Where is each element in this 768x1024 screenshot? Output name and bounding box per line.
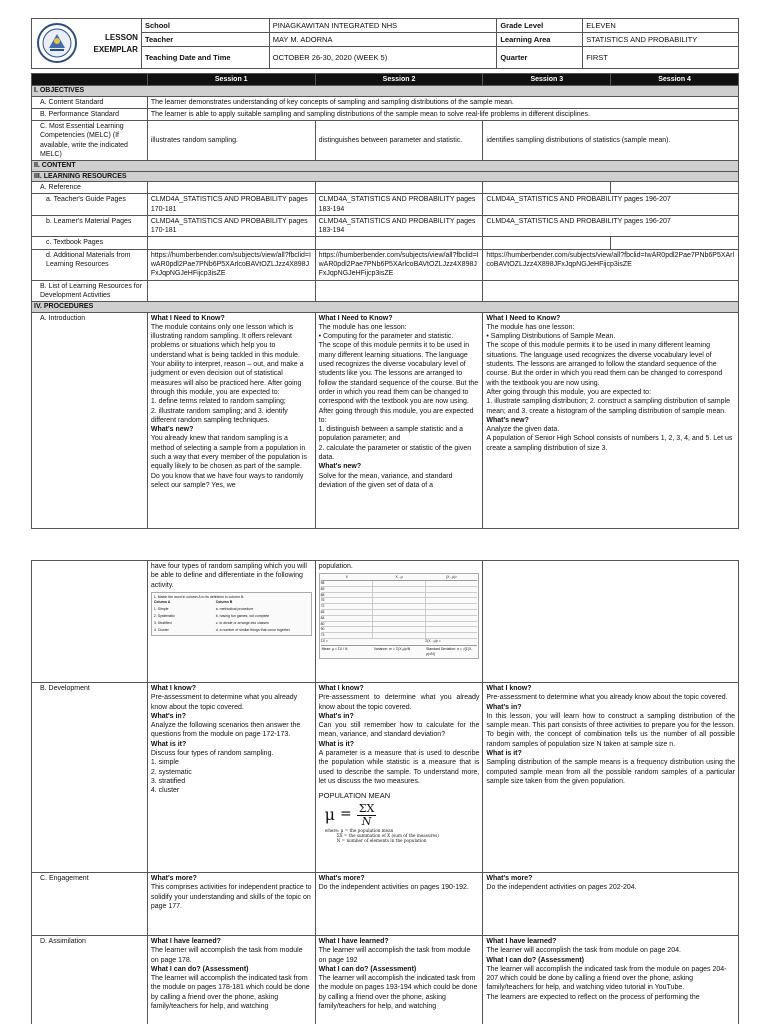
block-heading: What's more? — [486, 875, 533, 882]
population-table-cell — [426, 627, 478, 632]
introduction-label: A. Introduction — [32, 312, 148, 528]
continuation-text-1: have four types of random sampling which you will be able to define and differentiate in the following activity. — [150, 563, 307, 589]
block-heading: What I Need to Know? — [318, 314, 393, 322]
melc-session-3: identifies sampling distributions of statistics (sample mean). — [483, 121, 739, 161]
title-line-2: EXEMPLAR — [93, 44, 138, 54]
block-paragraph: 2. calculate the parameter or statistic of the given data. — [318, 444, 472, 461]
teacher-value: MAY M. ADORNA — [269, 33, 497, 47]
population-table-cell — [373, 593, 426, 598]
population-table-cell — [373, 604, 426, 609]
lesson-plan-table — [31, 73, 739, 529]
matching-term: 3. Stratified — [153, 620, 172, 625]
block-paragraph: Can you still remember how to calculate for the mean, variance, and standard deviation? — [318, 722, 480, 739]
population-table-heading: X - μ — [373, 575, 425, 581]
population-mean-formula — [319, 791, 480, 844]
block-heading: What's new? — [318, 463, 362, 471]
reference-label: A. Reference — [32, 181, 148, 193]
formula-title: POPULATION MEAN — [318, 791, 391, 801]
block-paragraph: This comprises activities for independent practice to solidify your understanding and skills of the topic on page 177. — [150, 884, 312, 910]
population-table-footer — [321, 645, 478, 658]
population-table-formula: Mean: μ = ΣX / N — [321, 646, 348, 651]
block-paragraph: Pre-assessment to determine what you already know about the topic covered. — [486, 694, 728, 702]
development-label: B. Development — [32, 683, 148, 873]
population-table-thumbnail — [319, 573, 480, 659]
continuation-label-blank — [32, 561, 148, 683]
block-heading: What I know? — [486, 685, 532, 692]
session-2-header: Session 2 — [315, 74, 483, 86]
matching-definition: c. to divide or arrange into classes — [215, 620, 269, 625]
list-of-resources-label: B. List of Learning Resources for Development Activities — [32, 280, 148, 302]
formula-fraction — [357, 803, 377, 828]
population-table-cell — [373, 627, 426, 632]
learning-resources-section: III. LEARNING RESOURCES — [32, 171, 739, 181]
formula-denominator: N — [361, 814, 372, 828]
content-section: II. CONTENT — [32, 161, 739, 171]
session-3-header: Session 3 — [483, 74, 611, 86]
deped-seal-logo — [32, 19, 82, 69]
formula-equals: = — [340, 806, 352, 823]
block-heading: What's new? — [150, 426, 194, 434]
block-paragraph: Pre-assessment to determine what you already know about the topic covered. — [150, 694, 298, 711]
formula-expression — [325, 803, 480, 828]
session-4-header: Session 4 — [611, 74, 739, 86]
matching-activity-thumbnail — [151, 592, 312, 636]
matching-row — [154, 628, 309, 633]
block-paragraph: After going through this module, you are expected to: — [486, 388, 652, 396]
introduction-session-3 — [483, 312, 739, 528]
population-table-cell — [373, 616, 426, 621]
block-paragraph: The learner will accomplish the indicated task from the module on pages 178-181 which could be done by calling a friend over the phone, asking family/teachers for help, and watching — [150, 975, 310, 1011]
session-1-header: Session 1 — [147, 74, 315, 86]
additional-materials-label: d. Additional Materials from Learning Resources — [32, 249, 148, 280]
population-table-formula: Variance: σ² = Σ(X-μ)²/N — [373, 646, 411, 651]
learners-material-session-1: CLMD4A_STATISTICS AND PROBABILITY pages 170-181 — [147, 215, 315, 237]
header-table — [31, 18, 739, 69]
block-paragraph: The scope of this module permits it to be used in many different learning situations. The language used recognizes the diverse vocabulary level of students. The lessons are arranged to follow the standard sequence of the course. But the order in which you read them can be changed to correspond with the textbook you are now using. — [486, 342, 723, 387]
population-table-cell — [373, 622, 426, 627]
additional-materials-link-2[interactable]: https://humberbender.com/subjects/view/all?fbclid=IwAR0pdl2Pae7PNb6P5XArlcoBAVtOZLJzz4X898JFxJqpNGJeHFijcp3isZE — [315, 249, 483, 280]
continuation-session-1 — [147, 561, 315, 683]
block-paragraph: 1. distinguish between a sample statistic and a population parameter; and — [318, 426, 463, 443]
lesson-exemplar-title — [81, 19, 141, 69]
population-table-value: 98 — [321, 581, 374, 586]
textbook-pages-label: c. Textbook Pages — [32, 237, 148, 249]
procedures-section: IV. PROCEDURES — [32, 302, 739, 312]
block-paragraph: The learner will accomplish the task from module on page 178. — [150, 947, 303, 964]
content-standard-label: A. Content Standard — [32, 96, 148, 108]
block-paragraph: A population of Senior High School consists of numbers 1, 2, 3, 4, and 5. Let us create a sampling distribution of size 3. — [486, 435, 733, 452]
population-table-value: 90 — [321, 627, 374, 632]
formula-mu: μ — [324, 805, 336, 825]
block-paragraph: 4. cluster — [150, 787, 180, 795]
formula-where-1: where: μ = the population mean — [324, 827, 394, 833]
block-paragraph: Discuss four types of random sampling. — [150, 750, 274, 758]
objectives-section: I. OBJECTIVES — [32, 86, 739, 96]
block-heading: What I Need to Know? — [486, 314, 561, 322]
population-table-value: 72 — [321, 604, 374, 609]
quarter-label: Quarter — [497, 47, 583, 69]
block-heading: What is it? — [318, 740, 354, 748]
block-heading: What's more? — [150, 875, 197, 882]
matching-term: 4. Cluster — [153, 627, 169, 632]
block-heading: What is it? — [486, 750, 522, 758]
engagement-label: C. Engagement — [32, 873, 148, 936]
block-heading: What I know? — [318, 685, 364, 692]
block-paragraph: Do the independent activities on pages 202-204. — [486, 884, 637, 892]
block-paragraph: • Sampling Distributions of Sample Mean. — [486, 333, 616, 341]
learners-material-label: b. Learner's Material Pages — [32, 215, 148, 237]
population-table-cell — [426, 598, 478, 603]
matching-rows — [154, 607, 309, 633]
block-heading: What I can do? (Assessment) — [150, 965, 249, 973]
block-heading: What I Need to Know? — [150, 314, 225, 322]
teachers-guide-session-3: CLMD4A_STATISTICS AND PROBABILITY pages 196-207 — [483, 194, 739, 216]
population-table-cell — [426, 633, 478, 638]
population-table-cell — [426, 587, 478, 592]
block-paragraph: The module has one lesson: — [318, 323, 407, 331]
matching-definition: a. methodical procedure — [215, 606, 254, 611]
matching-row — [154, 607, 309, 612]
teachers-guide-label: a. Teacher's Guide Pages — [32, 194, 148, 216]
population-table-cell — [426, 581, 478, 586]
population-table-sum: ΣX = — [320, 639, 328, 644]
engagement-session-1 — [147, 873, 315, 936]
population-table-value: 80 — [321, 622, 374, 627]
title-line-1: LESSON — [105, 32, 138, 42]
population-table-cell — [426, 616, 478, 621]
population-table-formula: Standard Deviation: σ = √(Σ(X-μ)²/N) — [426, 646, 473, 656]
block-paragraph: The learner will accomplish the task from module on page 204. — [486, 947, 681, 955]
population-table-cell — [426, 604, 478, 609]
additional-materials-link-1[interactable]: https://humberbender.com/subjects/view/all?fbclid=IwAR0pdl2Pae7PNb6P5XArlcoBAVtOZLJzz4X898JFxJqpNGJeHFijcp3isZE — [147, 249, 315, 280]
school-label: School — [141, 19, 269, 33]
learners-material-session-3: CLMD4A_STATISTICS AND PROBABILITY pages 196-207 — [483, 215, 739, 237]
population-table-value: 88 — [321, 593, 374, 598]
school-value: PINAGKAWITAN INTEGRATED NHS — [269, 19, 497, 33]
performance-standard-text: The learner is able to apply suitable sampling and sampling distributions of the sample mean to solve real-life problems in different disciplines. — [147, 108, 738, 120]
block-heading: What I have learned? — [150, 938, 221, 945]
population-table-cell — [373, 633, 426, 638]
population-table-value: 65 — [321, 610, 374, 615]
assimilation-session-1 — [147, 936, 315, 1024]
population-table-cell — [373, 581, 426, 586]
population-table-cell — [373, 587, 426, 592]
block-paragraph: 2. systematic — [150, 768, 192, 776]
population-table-sum-sq: Σ(X - μ)² = — [425, 639, 441, 644]
block-paragraph: 1. illustrate sampling distribution; 2. construct a sampling distribution of sample mean; and 3. create a histogram of the sampling distribution of sample mean. — [486, 398, 730, 415]
session-header-blank — [32, 74, 148, 86]
population-table-cell — [373, 598, 426, 603]
teachers-guide-session-2: CLMD4A_STATISTICS AND PROBABILITY pages 183-194 — [315, 194, 483, 216]
development-session-3 — [483, 683, 739, 873]
block-paragraph: Solve for the mean, variance, and standard deviation of the given set of data of a — [318, 472, 453, 489]
matching-definition: d. a number of similar things that occur together — [215, 627, 290, 632]
block-paragraph: 1. define terms related to random sampling; — [150, 398, 286, 406]
block-heading: What I can do? (Assessment) — [486, 956, 585, 964]
block-paragraph: The learner will accomplish the indicated task from the module on pages 193-194 which could be done by calling a friend over the phone, asking family/teachers for help, and watching — [318, 975, 478, 1011]
matching-term: 1. Simple — [153, 606, 169, 611]
teaching-date-value: OCTOBER 26-30, 2020 (WEEK 5) — [269, 47, 497, 69]
block-heading: What I can do? (Assessment) — [318, 965, 417, 973]
continuation-text-2: population. — [318, 563, 353, 570]
block-heading: What I have learned? — [318, 938, 389, 945]
grade-level-value: ELEVEN — [583, 19, 739, 33]
melc-session-1: illustrates random sampling. — [147, 121, 315, 161]
matching-definition: b. having fun games; not complete — [215, 613, 270, 618]
melc-session-2: distinguishes between parameter and statistic. — [315, 121, 483, 161]
continuation-session-2 — [315, 561, 483, 683]
teachers-guide-session-1: CLMD4A_STATISTICS AND PROBABILITY pages 170-181 — [147, 194, 315, 216]
matching-term: 2. Systematic — [153, 613, 175, 618]
population-data-table — [321, 575, 478, 657]
learning-area-value: STATISTICS AND PROBABILITY — [583, 33, 739, 47]
development-session-2-text — [319, 684, 480, 786]
introduction-session-1 — [147, 312, 315, 528]
content-standard-text: The learner demonstrates understanding of key concepts of sampling and sampling distributions of the sample mean. — [147, 96, 738, 108]
population-table-cell — [426, 593, 478, 598]
block-paragraph: Pre-assessment to determine what you already know about the topic covered. — [318, 694, 480, 711]
quarter-value: FIRST — [583, 47, 739, 69]
block-paragraph: 1. simple — [150, 759, 179, 767]
assimilation-session-2 — [315, 936, 483, 1024]
block-paragraph: • Computing for the parameter and statistic. — [318, 333, 454, 341]
block-paragraph: Analyze the given data. — [486, 426, 560, 434]
block-paragraph: The learners are expected to reflect on the process of performing the — [486, 993, 700, 1001]
block-paragraph: A parameter is a measure that is used to describe the population while statistic is a measure that is used to describe the sample. To understand more, let us discuss the two measures. — [318, 750, 480, 785]
assimilation-label: D. Assimilation — [32, 936, 148, 1024]
grade-level-label: Grade Level — [497, 19, 583, 33]
teacher-label: Teacher — [141, 33, 269, 47]
population-table-cell — [426, 622, 478, 627]
population-table-value: 76 — [321, 598, 374, 603]
population-table-cell — [426, 610, 478, 615]
formula-legend — [325, 828, 480, 844]
engagement-session-2 — [315, 873, 483, 936]
block-paragraph: In this lesson, you will learn how to construct a sampling distribution of the sample mean. This part consists of three activities to prepare you for the lesson. To begin with, the concept of combination tells us the number of all possible random samples of population size N taken at sample size n. — [486, 712, 735, 748]
assimilation-session-3 — [483, 936, 739, 1024]
block-paragraph: You already knew that random sampling is a method of selecting a sample from a population in such a way that every member of the population is equally likely to be chosen as part of the sample. Do you know that we have four ways to randomly select our sample? Yes, we — [150, 435, 307, 489]
learners-material-session-2: CLMD4A_STATISTICS AND PROBABILITY pages 183-194 — [315, 215, 483, 237]
block-paragraph: The learner will accomplish the indicated task from the module on pages 204-207 which could be done by calling a friend over the phone, asking family/teachers for help, and watching video tutorial in YouTube. — [486, 965, 727, 992]
teaching-date-label: Teaching Date and Time — [141, 47, 269, 69]
block-heading: What's in? — [486, 703, 522, 711]
block-paragraph: The module has one lesson: — [486, 323, 575, 331]
deped-seal-icon — [36, 22, 78, 64]
block-paragraph: Do the independent activities on pages 190-192. — [318, 884, 469, 892]
block-heading: What's in? — [150, 712, 186, 720]
introduction-session-2 — [315, 312, 483, 528]
matching-column-a: Column A — [153, 599, 171, 604]
performance-standard-label: B. Performance Standard — [32, 108, 148, 120]
matching-row — [154, 614, 309, 619]
block-heading: What's new? — [486, 416, 529, 424]
block-heading: What's in? — [318, 712, 354, 720]
block-heading: What's more? — [318, 875, 365, 882]
engagement-session-3 — [483, 873, 739, 936]
block-paragraph: Analyze the following scenarios then answer the questions from the module on page 172-173. — [150, 722, 301, 739]
block-paragraph: 2. illustrate random sampling; and 3. identify different random sampling techniques. — [150, 407, 288, 424]
block-paragraph: Sampling distribution of the sample means is a frequency distribution using the computed sample mean from all the possible random samples of a particular sample size taken from the given population. — [486, 759, 735, 785]
block-paragraph: After going through this module, you are expected to: — [318, 407, 474, 424]
population-table-value: 89 — [321, 587, 374, 592]
formula-numerator: ΣX — [358, 801, 375, 815]
learning-area-label: Learning Area — [497, 33, 583, 47]
population-table-cell — [373, 610, 426, 615]
development-session-2 — [315, 683, 483, 873]
block-paragraph: 3. stratified — [150, 777, 186, 785]
block-heading: What I know? — [150, 685, 196, 692]
matching-title: 1. Match the word in column A to its definition in column B. — [153, 594, 245, 599]
formula-where-3: N = number of elements in the population — [336, 838, 427, 844]
matching-column-b: Column B — [215, 599, 233, 604]
population-table-value: 73 — [321, 633, 374, 638]
matching-row — [154, 621, 309, 626]
lesson-plan-table-continued — [31, 560, 739, 1024]
continuation-session-3 — [483, 561, 739, 683]
block-heading: What I have learned? — [486, 938, 557, 945]
block-paragraph: The scope of this module permits it to be used in many different learning situations. The language used recognizes the diverse vocabulary level of students like you. The lessons are arranged to follow the standard sequence of the course. But the order in which you read them can be changed to correspond with the textbook you are now using. — [318, 342, 479, 406]
population-table-value: 84 — [321, 616, 374, 621]
block-heading: What is it? — [150, 740, 187, 748]
population-table-heading: X — [321, 575, 373, 581]
formula-where-2: ΣX = the summation of X (sum of the measures) — [336, 832, 439, 838]
melc-label: C. Most Essential Learning Competencies (MELC) (If available, write the indicated MELC) — [32, 121, 148, 161]
population-table-sum-row — [321, 639, 478, 644]
development-session-1 — [147, 683, 315, 873]
block-paragraph: The learner will accomplish the task from module on page 192 — [318, 947, 471, 964]
population-table-heading: (X - μ)² — [425, 575, 477, 581]
additional-materials-link-3[interactable]: https://humberbender.com/subjects/view/all?fbclid=IwAR0pdl2Pae7PNb6P5XArlcoBAVtOZLJzz4X898JFxJqpNGJeHFijcp3isZE — [483, 249, 739, 280]
block-paragraph: The module contains only one lesson which is illustrating random sampling. It offers relevant problems or situations which help you to understand what is being tackled in this module. Your ability to interpret, reason – out, and make a judgment or even decision out of statistical measures will also be practiced here. After going through this module, you are expected to: — [150, 323, 304, 396]
